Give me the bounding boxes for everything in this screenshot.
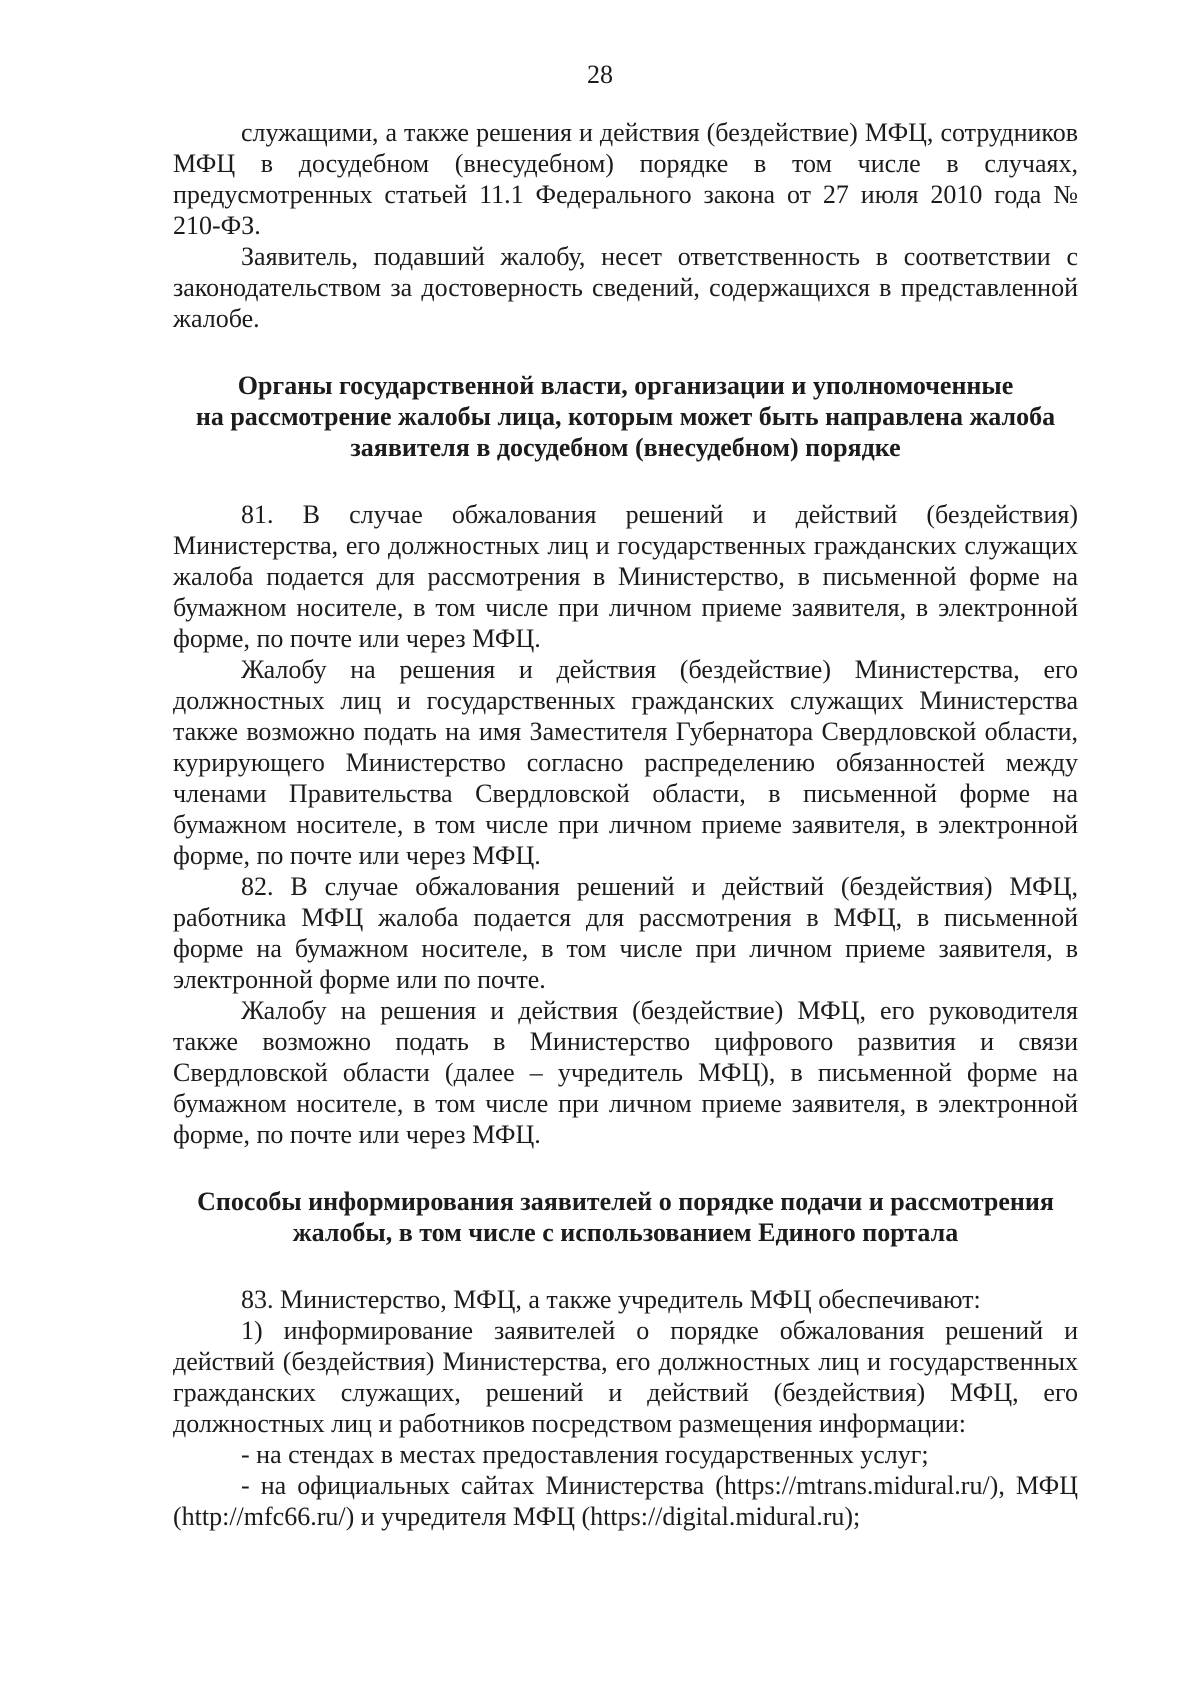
heading-line: Органы государственной власти, организации и уполномоченные [237, 371, 1014, 400]
document-body [173, 117, 1078, 1532]
paragraph-complaint-governor: Жалобу на решения и действия (бездействие) Министерства, его должностных лиц и государственных гражданских служащих Министерства также возможно подать на имя Заместителя Губернатора Свердловской области, курирующего Министерство согласно распределению обязанностей между членами Правительства Свердловской области, в письменной форме на бумажном носителе, в том числе при личном приеме заявителя, в электронной форме, по почте или через МФЦ. [173, 655, 1078, 870]
section-heading-informing [173, 1186, 1078, 1248]
paragraph-complaint-founder: Жалобу на решения и действия (бездействие) МФЦ, его руководителя также возможно подать в Министерство цифрового развития и связи Свердловской области (далее – учредитель МФЦ), в письменной форме на бумажном носителе, в том числе при личном приеме заявителя, в электронной форме, по почте или через МФЦ. [173, 996, 1078, 1149]
paragraph-82: 82. В случае обжалования решений и действий (бездействия) МФЦ, работника МФЦ жалоба подается для рассмотрения в МФЦ, в письменной форме на бумажном носителе, в том числе при личном приеме заявителя, в электронной форме или по почте. [173, 872, 1078, 994]
heading-line: жалобы, в том числе с использованием Единого портала [292, 1218, 959, 1247]
heading-line: Способы информирования заявителей о порядке подачи и рассмотрения [197, 1187, 1054, 1216]
list-item-websites: - на официальных сайтах Министерства (https://mtrans.midural.ru/), МФЦ (http://mfc66.ru/) и учредителя МФЦ (https://digital.midural.ru); [173, 1471, 1078, 1531]
page-number: 28 [587, 60, 613, 89]
list-item-informing: 1) информирование заявителей о порядке обжалования решений и действий (бездействия) Министерства, его должностных лиц и государственных гражданских служащих, решений и действий (бездействия) МФЦ, его должностных лиц и работников посредством размещения информации: [173, 1316, 1078, 1438]
list-item-stands: - на стендах в местах предоставления государственных услуг; [241, 1440, 929, 1469]
paragraph-applicant-responsibility: Заявитель, подавший жалобу, несет ответственность в соответствии с законодательством за достоверность сведений, содержащихся в представленной жалобе. [173, 242, 1078, 333]
heading-line: на рассмотрение жалобы лица, которым может быть направлена жалоба [195, 402, 1056, 431]
section-heading-authorities [173, 370, 1078, 463]
heading-line: заявителя в досудебном (внесудебном) порядке [350, 433, 901, 462]
paragraph-83: 83. Министерство, МФЦ, а также учредитель МФЦ обеспечивают: [241, 1285, 981, 1314]
paragraph-81: 81. В случае обжалования решений и действий (бездействия) Министерства, его должностных лиц и государственных гражданских служащих жалоба подается для рассмотрения в Министерство, в письменной форме на бумажном носителе, в том числе при личном приеме заявителя, в электронной форме, по почте или через МФЦ. [173, 500, 1078, 653]
paragraph-continuation: служащими, а также решения и действия (бездействие) МФЦ, сотрудников МФЦ в досудебном (внесудебном) порядке в том числе в случаях, предусмотренных статьей 11.1 Федерального закона от 27 июля 2010 года № 210-ФЗ. [173, 118, 1078, 240]
